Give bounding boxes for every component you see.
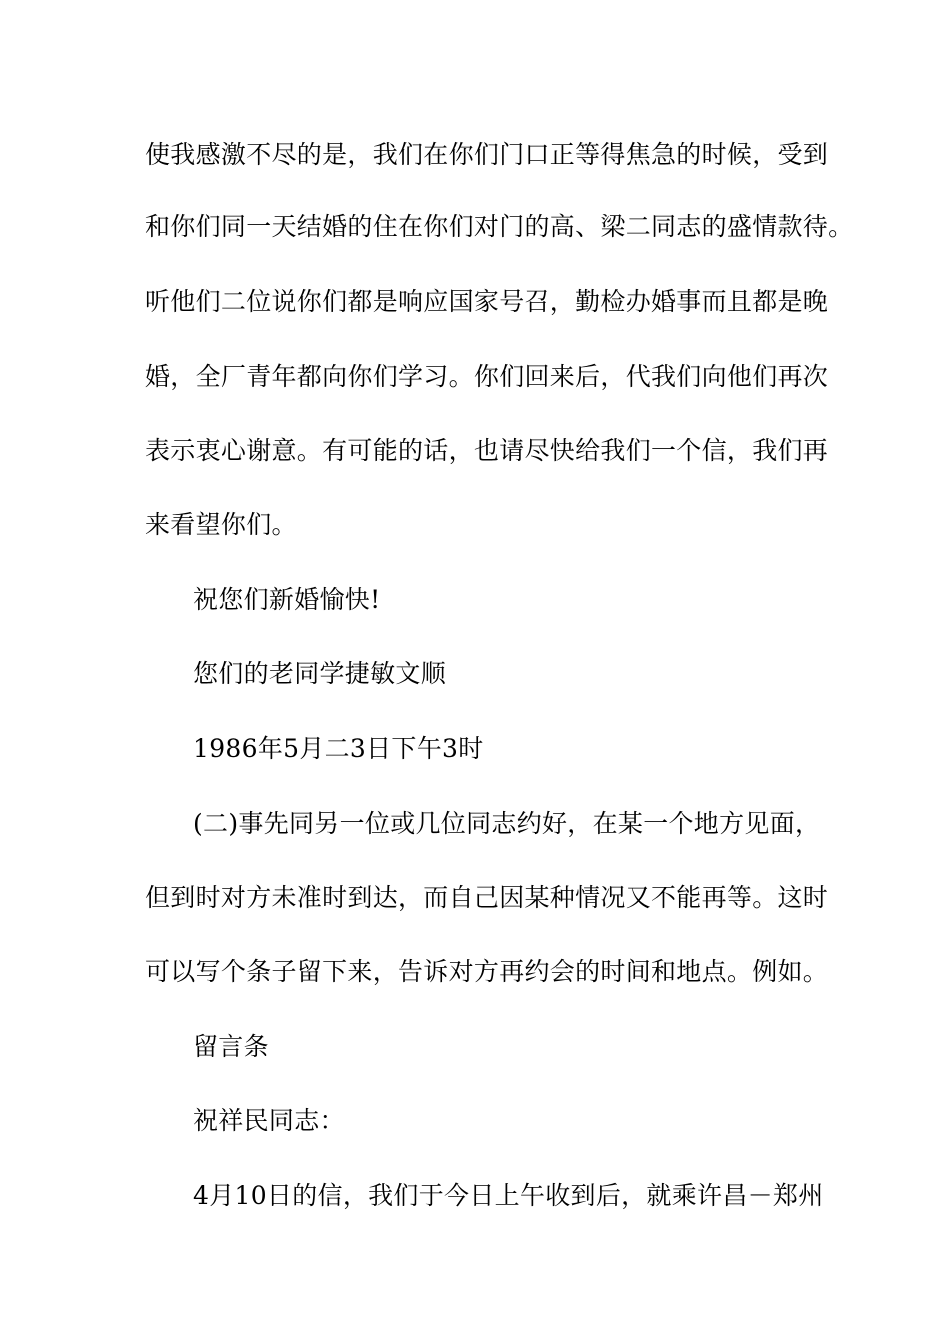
body-text-line: 4月10日的信，我们于今日上午收到后，就乘许昌－郑州 xyxy=(193,1181,824,1210)
body-text-line: 但到时对方未准时到达，而自己因某种情况又不能再等。这时 xyxy=(145,883,829,912)
greeting-line: 祝您们新婚愉快! xyxy=(193,585,381,614)
salutation-line: 祝祥民同志： xyxy=(193,1106,345,1135)
body-text-line: 表示衷心谢意。有可能的话，也请尽快给我们一个信，我们再 xyxy=(145,436,829,465)
body-text-line: 和你们同一天结婚的住在你们对门的高、梁二同志的盛情款待。 xyxy=(145,212,854,241)
body-text-line: 婚，全厂青年都向你们学习。你们回来后，代我们向他们再次 xyxy=(145,362,829,391)
signature-line: 您们的老同学捷敏文顺 xyxy=(193,659,447,688)
section-heading-line: (二)事先同另一位或几位同志约好，在某一个地方见面， xyxy=(193,809,821,838)
body-text-line: 使我感激不尽的是，我们在你们门口正等得焦急的时候，受到 xyxy=(145,140,829,169)
body-text-line: 可以写个条子留下来，告诉对方再约会的时间和地点。例如。 xyxy=(145,957,829,986)
body-text-line: 听他们二位说你们都是响应国家号召，勤检办婚事而且都是晚 xyxy=(145,287,829,316)
note-title: 留言条 xyxy=(193,1032,269,1061)
date-line: 1986年5月二3日下午3时 xyxy=(193,734,484,763)
body-text-line: 来看望你们。 xyxy=(145,510,297,539)
